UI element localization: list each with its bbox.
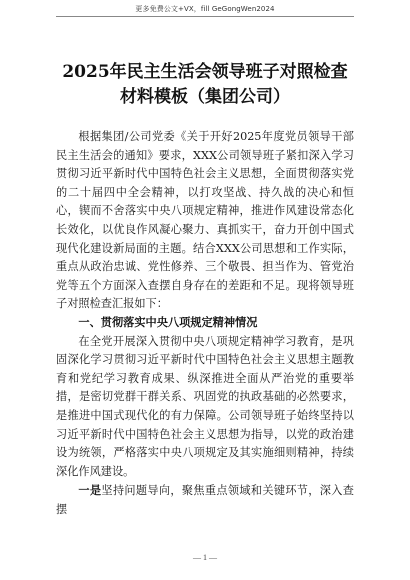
last-paragraph bbox=[56, 481, 354, 519]
header-note: 更多免费公文+VX，fill GeGongWen2024 bbox=[135, 5, 275, 13]
last-paragraph-text: 坚持问题导向，聚焦重点领域和关键环节，深入查摆 bbox=[56, 484, 354, 516]
document-title: 2025年民主生活会领导班子对照检查材料模板（集团公司） bbox=[62, 62, 348, 107]
header-divider bbox=[56, 16, 354, 17]
last-paragraph-lead: 一是 bbox=[78, 483, 102, 498]
document-body bbox=[56, 128, 354, 519]
section-paragraph: 在全党开展深入贯彻中央八项规定精神学习教育，是巩固深化学习贯彻习近平新时代中国特色社会主义思想主题教育和党纪学习教育成果、纵深推进全面从严治党的重要举措，是密切党群干群关系、巩固党的执政基础的必然要求，是推进中国式现代化的有力保障。公司领导班子始终坚持以习近平新时代中国特色社会主义思想为指导，以党的政治建设为统领，严格落实中央八项规定及其实施细则精神，持续深化作风建设。 bbox=[56, 334, 354, 478]
page-number: — 1 — bbox=[193, 553, 217, 562]
intro-paragraph: 根据集团/公司党委《关于开好2025年度党员领导干部民主生活会的通知》要求，XXX公司领导班子紧扣深入学习贯彻习近平新时代中国特色社会主义思想，全面贯彻落实党的二十届四中全会精神，以打攻坚战、持久战的决心和恒心，锲而不舍落实中央八项规定精神，推进作风建设常态化长效化，以优良作风凝心聚力、真抓实干，奋力开创中国式现代化建设新局面的主题。结合XXX公司思想和工作实际，重点从政治忠诚、党性修养、三个敬畏、担当作为、管党治党等五个方面深入查摆自身存在的差距和不足。现将领导班子对照检查汇报如下： bbox=[56, 130, 354, 311]
section-heading: 一、贯彻落实中央八项规定精神情况 bbox=[78, 315, 258, 329]
